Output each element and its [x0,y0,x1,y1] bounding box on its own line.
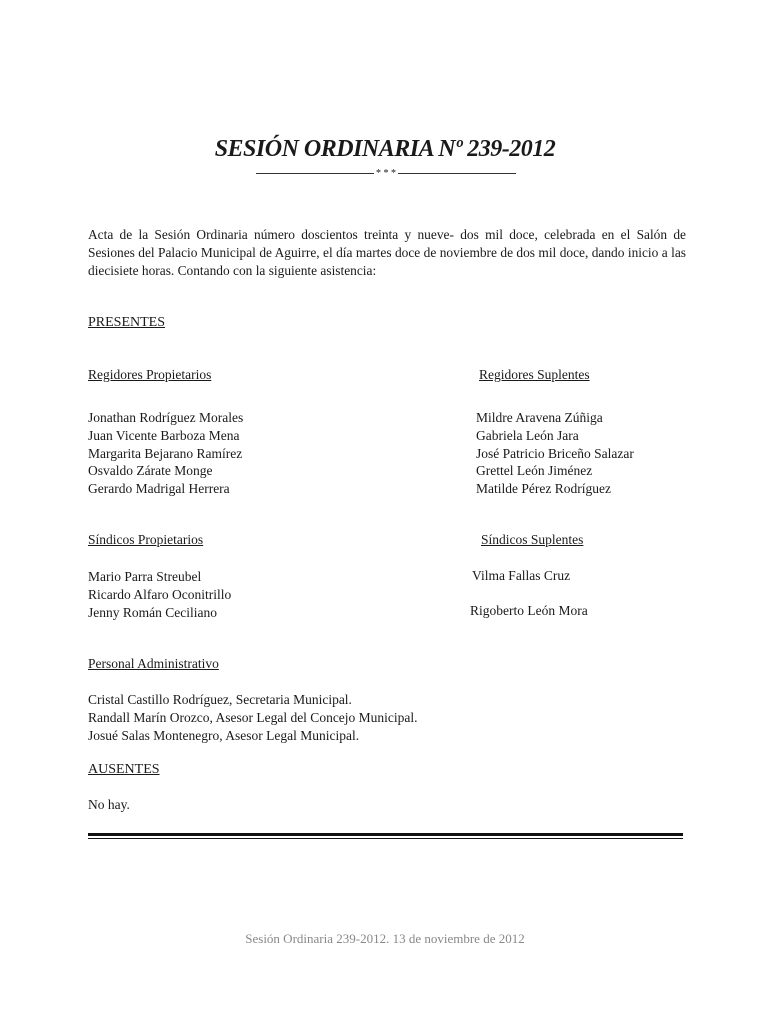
document-title: SESIÓN ORDINARIA Nº 239-2012 [214,136,556,162]
title-separator [248,168,524,179]
list-item: Gabriela León Jara [476,427,579,443]
regidores-suplentes-heading: Regidores Suplentes [479,367,590,382]
intro-paragraph: Acta de la Sesión Ordinaria número doscientos treinta y nueve- dos mil doce, celebrada en el Salón de Sesiones del Palacio Municipal de Aguirre, el día martes doce de noviembre de dos mil doce, dando inicio a las diecisiete horas. Contando con la siguiente asistencia: [88,227,686,278]
section-divider [88,833,683,839]
regidores-propietarios-list [88,409,243,498]
regidores-propietarios-heading: Regidores Propietarios [88,367,212,382]
regidores-suplentes-list [476,409,634,498]
list-item: Cristal Castillo Rodríguez, Secretaria Municipal. [88,692,352,707]
personal-administrativo-heading: Personal Administrativo [88,656,219,671]
presentes-heading: PRESENTES [88,315,166,330]
list-item: Jenny Román Ceciliano [88,604,217,620]
sindicos-suplentes-heading: Síndicos Suplentes [481,532,584,547]
list-item: Margarita Bejarano Ramírez [88,445,243,461]
separator-stars: * * * [376,168,396,179]
list-item: Josué Salas Montenegro, Asesor Legal Municipal. [88,727,360,743]
sindico-suplente-2: Rigoberto León Mora [470,603,588,618]
ausentes-text: No hay. [88,797,130,812]
ausentes-heading: AUSENTES [88,762,160,777]
sindicos-propietarios-list [88,568,231,621]
separator-line-left [256,173,374,174]
list-item: Matilde Pérez Rodríguez [476,481,611,497]
list-item: Randall Marín Orozco, Asesor Legal del Concejo Municipal. [88,709,418,725]
list-item: José Patricio Briceño Salazar [476,445,634,461]
list-item: Ricardo Alfaro Oconitrillo [88,586,232,602]
list-item: Mario Parra Streubel [88,569,202,584]
list-item: Grettel León Jiménez [476,463,593,479]
list-item: Gerardo Madrigal Herrera [88,481,230,497]
list-item: Mildre Aravena Zúñiga [476,410,603,425]
list-item: Jonathan Rodríguez Morales [88,410,244,425]
separator-line-right [398,173,516,174]
list-item: Juan Vicente Barboza Mena [88,427,240,443]
list-item: Osvaldo Zárate Monge [88,463,213,479]
sindicos-propietarios-heading: Síndicos Propietarios [88,532,204,547]
page-footer: Sesión Ordinaria 239-2012. 13 de noviembre de 2012 [245,931,525,946]
sindico-suplente-1: Vilma Fallas Cruz [472,568,571,583]
personal-administrativo-list [88,691,418,744]
